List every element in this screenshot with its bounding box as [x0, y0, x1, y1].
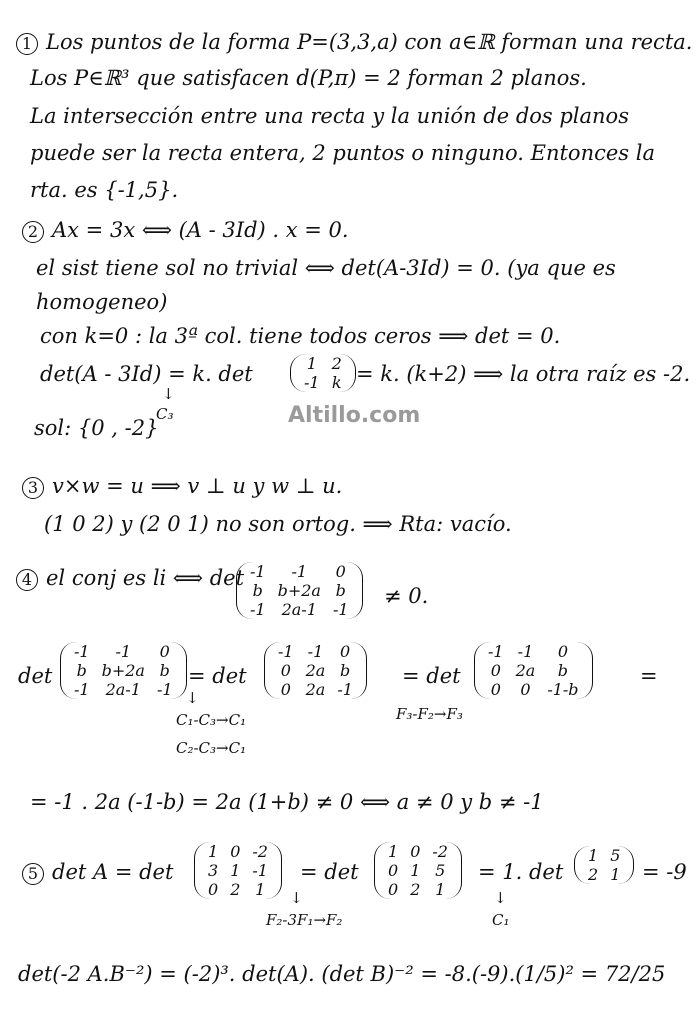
q4-op-2: C₂-C₃→C₁	[176, 739, 247, 757]
q1-line-5: rta. es {-1,5}.	[30, 178, 179, 202]
matrix-row	[202, 842, 274, 861]
q1-text-1: Los puntos de la forma P=(3,3,a) con a∈ℝ forman una recta.	[46, 30, 693, 54]
q5-op-1: F₂-3F₁→F₂	[266, 911, 343, 929]
q2-line-5-right: = k. (k+2) ⟹ la otra raíz es -2.	[356, 362, 691, 386]
matrix-row	[582, 846, 626, 865]
q2-solution: sol: {0 , -2}	[34, 416, 159, 440]
q5-matrix-a-body	[202, 842, 274, 899]
matrix-entry: b	[76, 661, 87, 680]
q4-eq-2: = det	[402, 664, 461, 688]
matrix-entry: 0	[520, 680, 531, 699]
matrix-row	[272, 680, 359, 699]
matrix-entry: -2	[432, 842, 448, 861]
q5-matrix-b-body	[382, 842, 454, 899]
matrix-entry: 1	[306, 354, 317, 373]
q4-matrix-a	[236, 562, 363, 619]
watermark: Altillo.com	[288, 403, 421, 428]
matrix-entry: 1	[410, 861, 421, 880]
matrix-entry: -1	[252, 861, 268, 880]
q4-det-label: det	[18, 664, 53, 688]
q2-line-3: homogeneo)	[36, 290, 168, 314]
q5-op-2: C₁	[492, 911, 510, 929]
matrix-entry: 5	[610, 846, 621, 865]
matrix-row	[68, 661, 179, 680]
q5-arrow-1: ↓	[290, 889, 303, 907]
matrix-entry: 2a	[515, 661, 536, 680]
matrix-row	[298, 373, 348, 392]
matrix-row	[582, 865, 626, 884]
matrix-entry: -1	[74, 680, 90, 699]
q4-matrix-c	[264, 642, 367, 699]
q5-matrix-a	[194, 842, 282, 899]
matrix-row	[482, 661, 585, 680]
q5-matrix-c-body	[582, 846, 626, 884]
q1-line-2: Los P∈ℝ³ que satisfacen d(P,π) = 2 forman 2 planos.	[30, 66, 587, 90]
matrix-entry: 2a-1	[105, 680, 141, 699]
q1-line-3: La intersección entre una recta y la unión de dos planos	[30, 104, 629, 128]
matrix-entry: 5	[435, 861, 446, 880]
matrix-entry: b	[159, 661, 170, 680]
matrix-entry: 0	[208, 880, 219, 899]
q2-arrow: ↓	[162, 385, 175, 403]
matrix-entry: -1	[278, 642, 294, 661]
q4-result: = -1 . 2a (-1-b) = 2a (1+b) ≠ 0 ⟺ a ≠ 0 y b ≠ -1	[30, 790, 544, 814]
matrix-entry: -2	[252, 842, 268, 861]
matrix-entry: -1	[307, 642, 324, 661]
q4-number: 4	[16, 569, 38, 591]
matrix-row	[68, 642, 179, 661]
matrix-entry: -1-b	[547, 680, 579, 699]
matrix-entry: 0	[159, 642, 170, 661]
matrix-entry: b	[335, 581, 346, 600]
q2-line-4: con k=0 : la 3ª col. tiene todos ceros ⟹ det = 0.	[40, 324, 561, 348]
matrix-entry: 0	[280, 661, 291, 680]
q4-matrix-b	[60, 642, 187, 699]
matrix-entry: 1	[230, 861, 241, 880]
q2-line-5-left: det(A - 3Id) = k. det	[40, 362, 253, 386]
q4-matrix-a-body	[244, 562, 355, 619]
q3-line-1	[22, 474, 342, 499]
q4-trail: ≠ 0.	[384, 584, 429, 608]
q4-matrix-d-body	[482, 642, 585, 699]
q3-text-1: v×w = u ⟹ v ⊥ u y w ⊥ u.	[52, 474, 343, 498]
matrix-entry: -1	[156, 680, 173, 699]
matrix-row	[68, 680, 179, 699]
matrix-entry: -1	[74, 642, 90, 661]
q2-line-2: el sist tiene sol no trivial ⟺ det(A-3Id) = 0. (ya que es	[36, 256, 616, 280]
matrix-entry: 0	[230, 842, 241, 861]
matrix-entry: 1	[588, 846, 599, 865]
matrix-entry: 2a	[305, 661, 326, 680]
matrix-entry: 0	[388, 861, 399, 880]
q5-eq-1: = det	[300, 860, 359, 884]
q5-final: det(-2 A.B⁻²) = (-2)³. det(A). (det B)⁻² = -8.(-9).(1/5)² = 72/25	[18, 962, 666, 986]
matrix-entry: 1	[255, 880, 266, 899]
matrix-entry: -1	[488, 642, 504, 661]
matrix-row	[244, 581, 355, 600]
matrix-entry: 2	[410, 880, 421, 899]
matrix-entry: -1	[291, 562, 308, 581]
matrix-entry: 2	[331, 354, 342, 373]
q4-op-3: F₃-F₂→F₃	[396, 705, 463, 723]
q5-arrow-2: ↓	[494, 889, 507, 907]
q5-matrix-b	[374, 842, 462, 899]
q5-result: = -9	[642, 860, 687, 884]
matrix-entry: 1	[388, 842, 399, 861]
matrix-row	[482, 642, 585, 661]
matrix-entry: -1	[332, 600, 349, 619]
q4-matrix-c-body	[272, 642, 359, 699]
matrix-entry: 2a-1	[281, 600, 317, 619]
matrix-entry: k	[331, 373, 342, 392]
q5-matrix-c	[574, 846, 634, 884]
matrix-entry: -1	[304, 373, 320, 392]
matrix-entry: 0	[335, 562, 346, 581]
matrix-entry: 0	[557, 642, 569, 661]
q4-eq-1: = det	[188, 664, 247, 688]
q4-matrix-b-body	[68, 642, 179, 699]
matrix-entry: b	[557, 661, 569, 680]
q2-matrix-body	[298, 354, 348, 392]
matrix-entry: 2	[230, 880, 241, 899]
q5-number: 5	[22, 863, 44, 885]
q2-matrix	[290, 354, 356, 392]
matrix-entry: b+2a	[277, 581, 321, 600]
matrix-row	[272, 642, 359, 661]
matrix-row	[382, 842, 454, 861]
q1-line-1	[16, 30, 692, 55]
matrix-entry: 1	[610, 865, 621, 884]
matrix-row	[382, 861, 454, 880]
q3-number: 3	[22, 477, 44, 499]
matrix-entry: 0	[410, 842, 421, 861]
matrix-entry: 0	[490, 661, 501, 680]
q1-line-4: puede ser la recta entera, 2 puntos o ninguno. Entonces la	[30, 141, 655, 165]
q5-line-1	[22, 860, 173, 885]
matrix-entry: 1	[435, 880, 446, 899]
matrix-row	[382, 880, 454, 899]
q2-line-1	[22, 218, 349, 243]
matrix-entry: 2a	[305, 680, 326, 699]
matrix-entry: b+2a	[101, 661, 145, 680]
matrix-row	[244, 562, 355, 581]
matrix-entry: 3	[208, 861, 219, 880]
q2-arrow-label: C₃	[156, 405, 174, 423]
matrix-row	[272, 661, 359, 680]
matrix-entry: -1	[115, 642, 132, 661]
matrix-entry: b	[252, 581, 263, 600]
q4-matrix-d	[474, 642, 593, 699]
matrix-row	[202, 880, 274, 899]
matrix-entry: 0	[388, 880, 399, 899]
matrix-entry: -1	[250, 600, 266, 619]
matrix-entry: 1	[208, 842, 219, 861]
matrix-row	[202, 861, 274, 880]
matrix-row	[244, 600, 355, 619]
q1-number: 1	[16, 33, 38, 55]
matrix-row	[482, 680, 585, 699]
matrix-entry: b	[339, 661, 351, 680]
matrix-entry: 0	[280, 680, 291, 699]
matrix-entry: 0	[490, 680, 501, 699]
matrix-entry: 2	[588, 865, 599, 884]
q2-number: 2	[22, 221, 44, 243]
matrix-row	[298, 354, 348, 373]
q4-line-1	[16, 566, 244, 591]
q4-op-1: C₁-C₃→C₁	[176, 711, 247, 729]
matrix-entry: 0	[340, 642, 351, 661]
matrix-entry: -1	[517, 642, 534, 661]
q3-line-2: (1 0 2) y (2 0 1) no son ortog. ⟹ Rta: vacío.	[44, 512, 512, 536]
q4-eq-3: =	[640, 664, 658, 688]
q5-eq-2: = 1. det	[478, 860, 564, 884]
q4-arrow: ↓	[186, 689, 199, 707]
q4-lead: el conj es li ⟺ det	[46, 566, 245, 590]
matrix-entry: -1	[250, 562, 266, 581]
q5-det-a: det A = det	[52, 860, 174, 884]
matrix-entry: -1	[337, 680, 353, 699]
q2-text-1: Ax = 3x ⟺ (A - 3Id) . x = 0.	[52, 218, 349, 242]
